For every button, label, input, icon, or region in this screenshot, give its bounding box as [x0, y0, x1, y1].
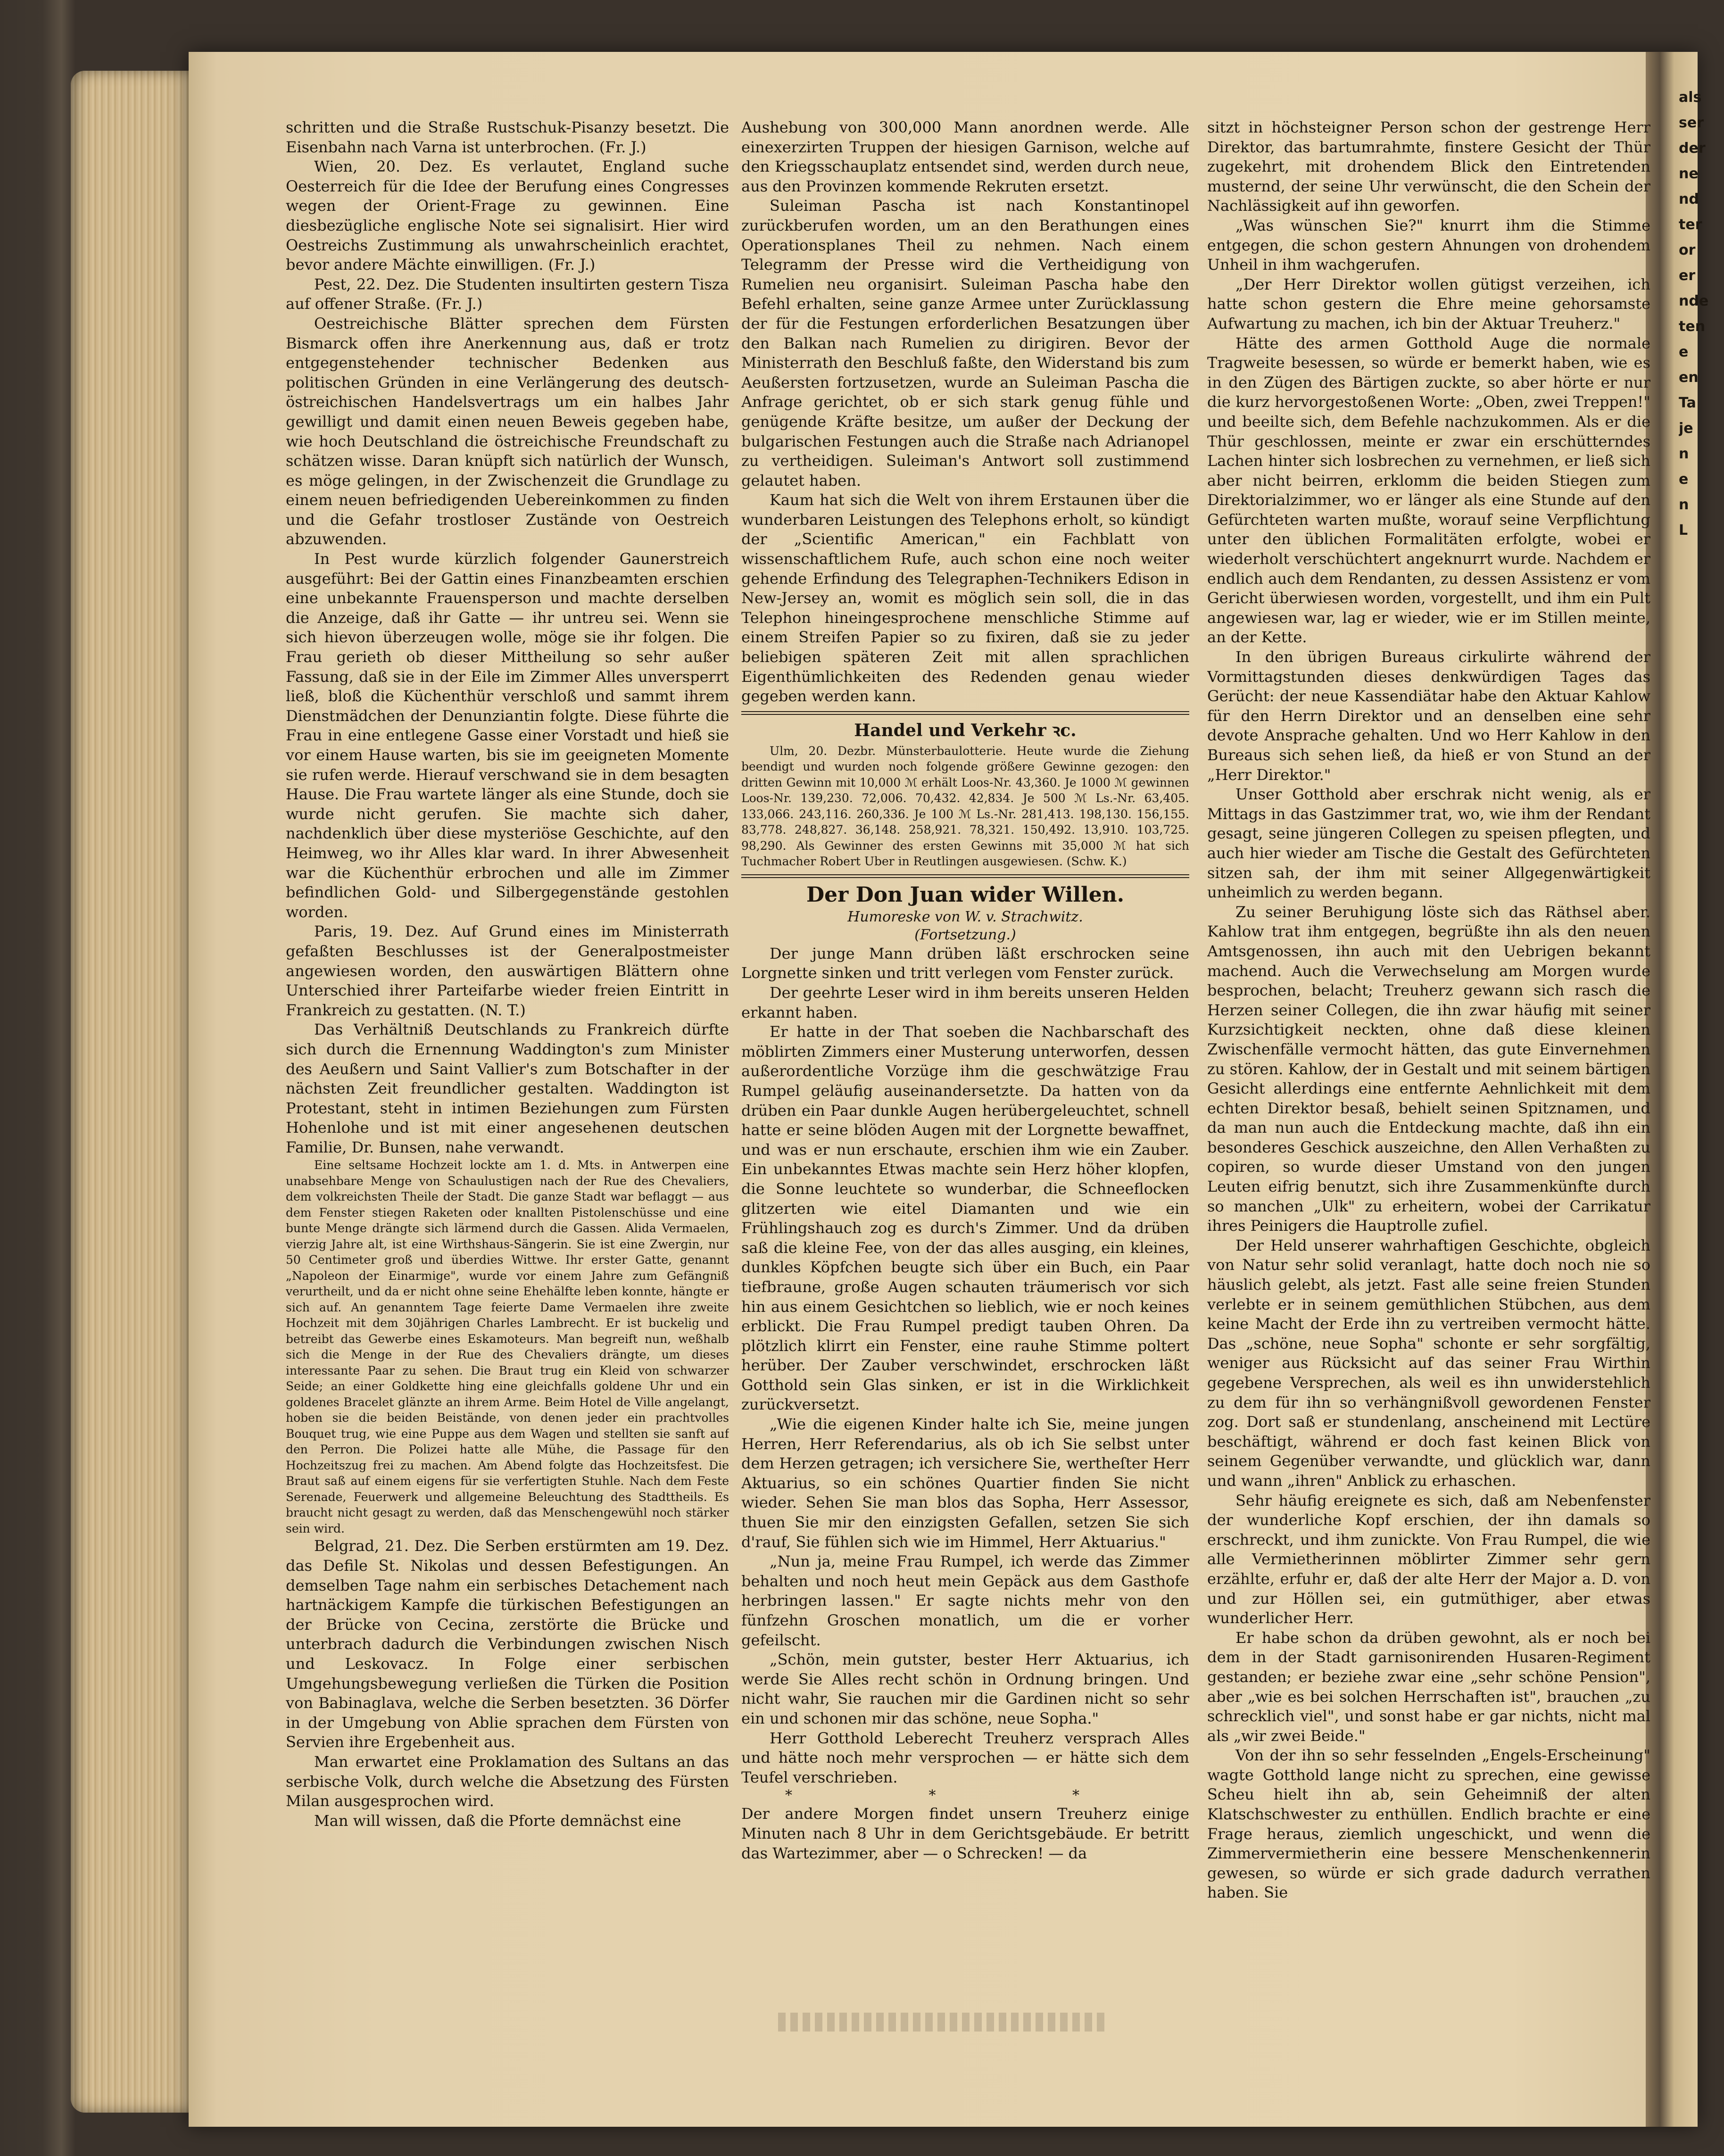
- column-3-paragraph: Von der ihn so sehr fesselnden „Engels-Erscheinung" wagte Gotthold lange nicht zu sprechen, eine gewisse Scheu hielt ihn ab, sein Geheimniß der alten Klatschschwester zu enthüllen. Endlich brachte er eine Frage heraus, ziemlich ungeschickt, und wenn die Zimmervermietherin eine bessere Menschenkennerin gewesen, so würde er sich grade dadurch verrathen haben. Sie: [1207, 1746, 1650, 1902]
- column-1: [286, 118, 729, 2014]
- story-paragraph: Der andere Morgen findet unsern Treuherz einige Minuten nach 8 Uhr in dem Gerichtsgebäude. Er betritt das Wartezimmer, aber — o Schrecken! — da: [741, 1805, 1189, 1862]
- facing-page-fragment: er: [1679, 267, 1696, 284]
- section-heading: Handel und Verkehr ꝛc.: [854, 720, 1077, 740]
- column-2-articles: [741, 118, 1189, 706]
- column-1-paragraph: Belgrad, 21. Dez. Die Serben erstürmten am 19. Dez. das Defile St. Nikolas und dessen Befestigungen. An demselben Tage nahm ein serbisches Detachement nach hartnäckigem Kampfe die türkischen Befestigungen an der Brücke von Cecina, zerstörte die Brücke und unterbrach dadurch die Verbindungen zwischen Nisch und Leskovacz. In Folge einer serbischen Umgehungsbewegung verließen die Türken die Position von Babinaglava, welche die Serben besetzten. 36 Dörfer in der Umgebung von Ablie sprachen dem Fürsten von Servien ihre Ergebenheit aus.: [286, 1537, 729, 1751]
- column-1-paragraph: schritten und die Straße Rustschuk-Pisanzy besetzt. Die Eisenbahn nach Varna ist unterbrochen. (Fr. J.): [286, 118, 729, 156]
- feuilleton-divider: [741, 874, 1189, 878]
- column-1-paragraph: Man will wissen, daß die Pforte demnächst eine: [314, 1811, 681, 1830]
- facing-page-fragment: als: [1679, 89, 1702, 106]
- facing-page-fragment: ne: [1679, 166, 1699, 182]
- facing-page-fragment: nd: [1679, 191, 1699, 207]
- wedding-report: [286, 1157, 729, 1536]
- story-paragraph: Der junge Mann drüben läßt erschrocken seine Lorgnette sinken und tritt verlegen vom Fenster zurück.: [741, 944, 1189, 982]
- column-2: [741, 118, 1189, 2014]
- column-1-paragraph: Wien, 20. Dez. Es verlautet, England suche Oesterreich für die Idee der Berufung eines Congresses wegen der Orient-Frage zu gewinnen. Eine diesbezügliche englische Note sei signalisirt. Hier wird Oestreichs Zustimmung als unwahrscheinlich erachtet, bevor andere Mächte einwilligen. (Fr. J.): [286, 158, 729, 274]
- facing-page-edge: [1679, 85, 1724, 2113]
- column-1-paragraph: Oestreichische Blätter sprechen dem Fürsten Bismarck offen ihre Anerkennung aus, daß er trotz entgegenstehender technischer Bedenken aus politischen Gründen in eine Verlängerung des deutsch-östreichischen Handelsvertrags um ein halbes Jahr gewilligt und damit einen neuen Beweis gegeben habe, wie hoch Deutschland die östreichische Freundschaft zu schätzen wisse. Daran knüpft sich natürlich der Wunsch, es möge gelingen, in der Zwischenzeit die Grundlage zu einem neuen befriedigenden Uebereinkommen zu finden und die Gefahr trostloser Zustände von Oestreich abzuwenden.: [286, 314, 729, 548]
- column-3-paragraph: „Was wünschen Sie?" knurrt ihm die Stimme entgegen, die schon gestern Ahnungen von drohendem Unheil in ihm wachgerufen.: [1207, 216, 1650, 274]
- column-2-paragraph: Kaum hat sich die Welt von ihrem Erstaunen über die wunderbaren Leistungen des Telephons erholt, so kündigt der „Scientific American," ein Fachblatt von wissenschaftlichem Rufe, auch schon eine noch weiter gehende Erfindung des Telegraphen-Technikers Edison in New-Jersey an, womit es möglich sein soll, die in das Telephon hineingesprochene menschliche Stimme auf einem Streifen Papier so zu fixiren, daß sie zu jeder beliebigen späteren Zeit mit allen sprachlichen Eigenthümlichkeiten des Redenden genau wieder gegeben werden kann.: [741, 491, 1189, 705]
- story-author: Humoreske von W. v. Strachwitz.: [847, 908, 1083, 925]
- facing-page-fragment: n: [1679, 497, 1689, 513]
- column-3-paragraph: „Der Herr Direktor wollen gütigst verzeihen, ich hatte schon gestern die Ehre meine gehorsamste Aufwartung zu machen, ich bin der Aktuar Treuherz.": [1207, 275, 1650, 332]
- facing-page-fragment: nde: [1679, 293, 1709, 309]
- facing-page-fragment: ten: [1679, 318, 1706, 335]
- facing-page-fragment: L: [1679, 522, 1688, 539]
- bleed-through: [778, 2013, 1108, 2032]
- facing-page-fragment: Ta: [1679, 395, 1696, 411]
- column-3-paragraph: Zu seiner Beruhigung löste sich das Räthsel aber. Kahlow trat ihm entgegen, begrüßte ihn als den neuen Amtsgenossen, ihn auch mit den Uebrigen bekannt machend. Auch die Verwechselung am Morgen wurde besprochen, belacht; Treuherz gewann sich rasch die Herzen seiner Collegen, die ihn zwar häufig mit seiner Kurzsichtigkeit neckten, ohne daß diese kleinen Zwischenfälle vermocht hätten, das gute Einvernehmen zu stören. Kahlow, der in Gestalt und mit seinem bärtigen Gesicht allerdings eine entfernte Aehnlichkeit mit dem echten Direktor besaß, behielt seinen Spitznamen, und da man nun auch die Entdeckung machte, daß ihn ein besonderes Geschick auszeichne, den Allen Verhaßten zu copiren, so wurde dieser Umstand von den jungen Leuten eifrig benutzt, sich ihre Zusammenkünfte durch so manchen „Ulk" zu erheitern, wobei der Carrikatur ihres Peinigers die Hauptrolle zufiel.: [1207, 903, 1650, 1235]
- column-3-paragraph: Unser Gotthold aber erschrak nicht wenig, als er Mittags in das Gastzimmer trat, wo, wie ihm der Rendant gesagt, seine jüngeren Collegen zu speisen pflegten, und auch hier wieder am Tische die Gestalt des Gefürchteten sitzen sah, der ihm mit seiner Allgegenwärtigkeit unheimlich zu werden begann.: [1207, 785, 1650, 902]
- story-text-continued: [741, 1804, 1189, 1863]
- column-1-paragraph: Das Verhältniß Deutschlands zu Frankreich dürfte sich durch die Ernennung Waddington's zum Minister des Aeußern und Saint Vallier's zum Botschafter in der nächsten Zeit freundlicher gestalten. Waddington ist Protestant, steht in intimen Beziehungen zum Fürsten Hohenlohe und ist mit einer angesehenen deutschen Familie, Dr. Bunsen, nahe verwandt.: [286, 1020, 729, 1156]
- lottery-report-text: Ulm, 20. Dezbr. Münsterbaulotterie. Heute wurde die Ziehung beendigt und wurden noch folgende größere Gewinne gezogen: den dritten Gewinn mit 10,000 ℳ erhält Loos-Nr. 43,360. Je 1000 ℳ gewinnen Loos-Nr. 139,230. 72,006. 70,432. 42,834. Je 500 ℳ Ls.-Nr. 63,405. 133,066. 243,116. 260,336. Je 100 ℳ Ls.-Nr. 281,413. 198,130. 156,155. 83,778. 248,827. 36,148. 258,921. 78,321. 150,492. 13,910. 103,725. 98,290. Als Gewinner des ersten Gewinns mit 35,000 ℳ hat sich Tuchmacher Robert Uber in Reutlingen ausgewiesen. (Schw. K.): [741, 744, 1189, 869]
- story-continuation: (Fortsetzung.): [914, 926, 1016, 943]
- lottery-report: [741, 743, 1189, 870]
- wedding-report-text: Eine seltsame Hochzeit lockte am 1. d. Mts. in Antwerpen eine unabsehbare Menge von Schaulustigen nach der Rue des Chevaliers, dem volkreichsten Theile der Stadt. Die ganze Stadt war beflaggt — aus dem Fenster stiegen Raketen oder knallten Pistolenschüsse und eine bunte Menge drängte sich lärmend durch die Gassen. Alida Vermaelen, vierzig Jahre alt, ist eine Wirthshaus-Sängerin. Sie ist eine Zwergin, nur 50 Centimeter groß und überdies Wittwe. Ihr erster Gatte, genannt „Napoleon der Einarmige", wurde vor einem Jahre zum Gefängniß verurtheilt, und da er nicht ohne seine Ehehälfte leben konnte, hängte er sich auf. An genanntem Tage feierte Dame Vermaelen ihre zweite Hochzeit mit dem 30jährigen Charles Lambrecht. Er ist buckelig und betreibt das Gewerbe eines Eskamoteurs. Man begreift nun, weßhalb sich die Menge in der Rue des Chevaliers drängte, um dieses interessante Paar zu sehen. Die Braut trug ein Kleid von schwarzer Seide; an einer Goldkette hing eine gleichfalls goldene Uhr und ein goldenes Bracelet glänzte an ihrem Arme. Beim Hotel de Ville angelangt, hoben sie die beiden Beistände, von denen jeder ein prachtvolles Bouquet trug, wie eine Puppe aus dem Wagen und stellten sie sanft auf den Perron. Die Polizei hatte alle Mühe, die Passage für den Hochzeitszug frei zu machen. Am Abend folgte das Hochzeitsfest. Die Braut saß auf einem eigens für sie verfertigten Stuhle. Nach dem Feste Serenade, Feuerwerk und allgemeine Beleuchtung des Stadttheils. Es braucht nicht gesagt zu werden, daß das Menschengewühl noch stärker sein wird.: [286, 1158, 729, 1535]
- column-1-paragraph: Man erwartet eine Proklamation des Sultans an das serbische Volk, durch welche die Absetzung des Fürsten Milan ausgesprochen wird.: [286, 1753, 729, 1810]
- facing-page-fragment: der: [1679, 140, 1706, 157]
- column-2-paragraph: Suleiman Pascha ist nach Konstantinopel zurückberufen worden, um an den Berathungen eines Operationsplanes Theil zu nehmen. Nach einem Telegramm der Presse wird die Vertheidigung von Rumelien neu organisirt. Suleiman Pascha habe den Befehl erhalten, seine ganze Armee unter Zurücklassung der für die Festungen erforderlichen Besatzungen über den Balkan nach Rumelien zu dirigiren. Bevor der Ministerrath den Beschluß faßte, den Widerstand bis zum Aeußersten fortzusetzen, wurde an Suleiman Pascha die Anfrage gerichtet, ob er sich stark genug fühle und genügende Kräfte besitze, um außer der Deckung der bulgarischen Festungen auch die Straße nach Adrianopel zu vertheidigen. Suleiman's Antwort soll zustimmend gelautet haben.: [741, 197, 1189, 489]
- section-divider: [741, 711, 1189, 715]
- facing-page-fragment: ser: [1679, 115, 1704, 131]
- facing-page-fragment: e: [1679, 471, 1689, 488]
- story-title: Der Don Juan wider Willen.: [806, 882, 1125, 907]
- column-3-paragraph: In den übrigen Bureaus cirkulirte während der Vormittagstunden dieses denkwürdigen Tages das Gerücht: der neue Kassendiätar habe den Aktuar Kahlow für den Herrn Direktor und an denselben eine sehr devote Ansprache gehalten. Und wo Herr Kahlow in den Bureaus sich sehen ließ, da hieß er von Stund an der „Herr Direktor.": [1207, 648, 1650, 784]
- story-paragraph: Herr Gotthold Leberecht Treuherz versprach Alles und hätte noch mehr versprochen — er hätte sich dem Teufel verschrieben.: [741, 1729, 1189, 1786]
- story-paragraph: „Schön, mein gutster, bester Herr Aktuarius, ich werde Sie Alles recht schön in Ordnung bringen. Und nicht wahr, Sie rauchen mir die Gardinen nicht so sehr ein und schonen mir das schöne, neue Sopha.": [741, 1650, 1189, 1727]
- column-3-paragraph: Hätte des armen Gotthold Auge die normale Tragweite besessen, so würde er bemerkt haben, wie es in den Zügen des Bärtigen zuckte, so aber hörte er nur die kurz hervorgestoßenen Worte: „Oben, zwei Treppen!" und beeilte sich, dem Befehle nachzukommen. Als er die Thür geschlossen, meinte er zwar ein erschütterndes Lachen hinter sich losbrechen zu vernehmen, er ließ sich aber nicht beirren, erklomm die beiden Stiegen zum Direktorialzimmer, wo er länger als eine Stunde auf den Gefürchteten warten mußte, worauf seine Verpflichtung unter den üblichen Formalitäten erfolgte, wobei er wiederholt verschüchtert angeknurrt wurde. Nachdem er endlich auch dem Rendanten, zu dessen Assistenz er vom Gericht überwiesen worden, vorgestellt, und ihm ein Pult angewiesen war, lag er wieder, wie er im Stillen meinte, an der Kette.: [1207, 334, 1650, 647]
- column-1-paragraph: Paris, 19. Dez. Auf Grund eines im Ministerrath gefaßten Beschlusses ist der Generalpostmeister angewiesen worden, den auswärtigen Blättern ohne Unterschied ihrer Parteifarbe wieder freien Eintritt in Frankreich zu gestatten. (N. T.): [286, 922, 729, 1019]
- column-2-paragraph: Aushebung von 300,000 Mann anordnen werde. Alle einexerzirten Truppen der hiesigen Garnison, welche auf den Kriegsschauplatz entsendet sind, werden durch neue, aus den Provinzen kommende Rekruten ersetzt.: [741, 118, 1189, 195]
- column-3-paragraph: Sehr häufig ereignete es sich, daß am Nebenfenster der wunderliche Kopf erschien, der ihn damals so erschreckt, und ihm zunickte. Von Frau Rumpel, die wie alle Vermietherinnen möblirter Zimmer sehr gern erzählte, erfuhr er, daß der alte Herr der Major a. D. von und zur Höllen sei, ein gutmüthiger, aber etwas wunderlicher Herr.: [1207, 1491, 1650, 1627]
- facing-page-fragment: n: [1679, 446, 1689, 462]
- facing-page-fragment: e: [1679, 344, 1689, 360]
- column-1-paragraph: In Pest wurde kürzlich folgender Gaunerstreich ausgeführt: Bei der Gattin eines Finanzbeamten erschien eine unbekannte Frauensperson und machte derselben die Anzeige, daß ihr Gatte — ihr untreu sei. Wenn sie sich hievon überzeugen wolle, möge sie ihr folgen. Die Frau gerieth ob dieser Mittheilung so sehr außer Fassung, daß sie in der Eile im Zimmer Alles unversperrt ließ, bloß die Küchenthür verschloß und sammt ihrem Dienstmädchen der Denunziantin folgte. Diese führte die Frau in eine entlegene Gasse einer Vorstadt und hieß sie vor einem Hause warten, bis sie im geeigneten Momente sie rufen werde. Hierauf verschwand sie in dem besagten Hause. Die Frau wartete länger als eine Stunde, doch sie wurde nicht gerufen. Sie machte sich daher, nachdenklich über diese mysteriöse Geschichte, auf den Heimweg, wo ihr Alles klar ward. In ihrer Abwesenheit war die Küchenthür erbrochen und alle im Zimmer befindlichen Gold- und Silbergegenstände gestohlen worden.: [286, 550, 729, 921]
- column-3-paragraph: Er habe schon da drüben gewohnt, als er noch bei dem in der Stadt garnisonirenden Husaren-Regiment gestanden; er beziehe zwar eine „sehr schöne Pension", aber „wie es bei solchen Herrschaften ist", brauchen „zu schrecklich viel", und sonst habe er gar nichts, nicht mal als „wir zwei Beide.": [1207, 1628, 1650, 1745]
- section-stars: * * *: [785, 1787, 1146, 1804]
- facing-page-fragment: je: [1679, 420, 1693, 437]
- story-paragraph: Er hatte in der That soeben die Nachbarschaft des möblirten Zimmers einer Musterung unterworfen, dessen außerordentliche Vorzüge ihm die geschwätzige Frau Rumpel geläufig auseinandersetzte. Da hatten von da drüben ein Paar dunkle Augen herübergeleuchtet, schnell hatte er seine blöden Augen mit der Lorgnette bewaffnet, und was er nun erschaute, erschien ihm wie ein Zauber. Ein unbekanntes Etwas machte sein Herz höher klopfen, die Sonne leuchtete so wunderbar, die Schneeflocken glitzerten wie eitel Diamanten und wie ein Frühlingshauch zog es durch's Zimmer. Und da drüben saß die kleine Fee, von der das alles ausging, ein kleines, dunkles Köpfchen beugte sich über ein Buch, ein Paar tiefbraune, große Augen schauten träumerisch vor sich hin aus einem Gesichtchen so lieblich, wie er noch keines erblickt. Die Frau Rumpel predigt tauben Ohren. Da plötzlich klirrt ein Fenster, eine rauhe Stimme poltert herüber. Der Zauber verschwindet, erschrocken läßt Gotthold sein Glas sinken, er ist in die Wirklichkeit zurückversetzt.: [741, 1023, 1189, 1414]
- facing-page-fragment: ter: [1679, 216, 1702, 233]
- column-3-story: [1207, 118, 1650, 1903]
- column-1-articles: [286, 118, 729, 1157]
- column-3-paragraph: Der Held unserer wahrhaftigen Geschichte, obgleich von Natur sehr solid veranlagt, hatte doch noch nie so häuslich gelebt, als jetzt. Fast alle seine freien Stunden verlebte er in seinem gemüthlichen Stübchen, aus dem keine Macht der Erde ihn zu vertreiben vermocht hätte. Das „schöne, neue Sopha" schonte er sehr sorgfältig, weniger aus Rücksicht auf das seiner Frau Wirthin gegebene Versprechen, als weil es ihn unwiderstehlich zu dem für ihn so verhängnißvoll gewordenen Fenster zog. Dort saß er stundenlang, anscheinend mit Lectüre beschäftigt, während er doch fast keinen Blick von seinem Gegenüber verwandte, und glücklich war, dann und wann „ihren" Anblick zu erhaschen.: [1207, 1236, 1650, 1490]
- column-3: [1207, 118, 1650, 2014]
- column-3-paragraph: sitzt in höchsteigner Person schon der gestrenge Herr Direktor, das bartumrahmte, finstere Gesicht der Thür zugekehrt, mit drohendem Blick den Eintretenden musternd, der seine Uhr verwünscht, die den Schein der Nachlässigkeit auf ihn geworfen.: [1207, 118, 1650, 215]
- facing-page-fragment: or: [1679, 242, 1696, 258]
- story-paragraph: „Wie die eigenen Kinder halte ich Sie, meine jungen Herren, Herr Referendarius, als ob ich Sie selbst unter dem Herzen getragen; ich versichere Sie, wertheſter Herr Aktuarius, so ein schönes Quartier finden Sie nicht wieder. Sehen Sie man blos das Sopha, Herr Assessor, thuen Sie mir den einzigsten Gefallen, setzen Sie sich d'rauf, Sie fühlen sich wie im Himmel, Herr Aktuarius.": [741, 1415, 1189, 1551]
- book-page-edges: [71, 71, 193, 2113]
- story-paragraph: „Nun ja, meine Frau Rumpel, ich werde das Zimmer behalten und noch heut mein Gepäck aus dem Gasthofe herbringen lassen." Er sagte nichts mehr von den fünfzehn Groschen monatlich, um die er vorher gefeilscht.: [741, 1552, 1189, 1649]
- story-text: [741, 944, 1189, 1788]
- column-1-paragraph: Pest, 22. Dez. Die Studenten insultirten gestern Tisza auf offener Straße. (Fr. J.): [286, 275, 729, 313]
- facing-page-fragment: en: [1679, 369, 1699, 386]
- column-1-articles-after: [286, 1536, 729, 1831]
- story-paragraph: Der geehrte Leser wird in ihm bereits unseren Helden erkannt haben.: [741, 984, 1189, 1021]
